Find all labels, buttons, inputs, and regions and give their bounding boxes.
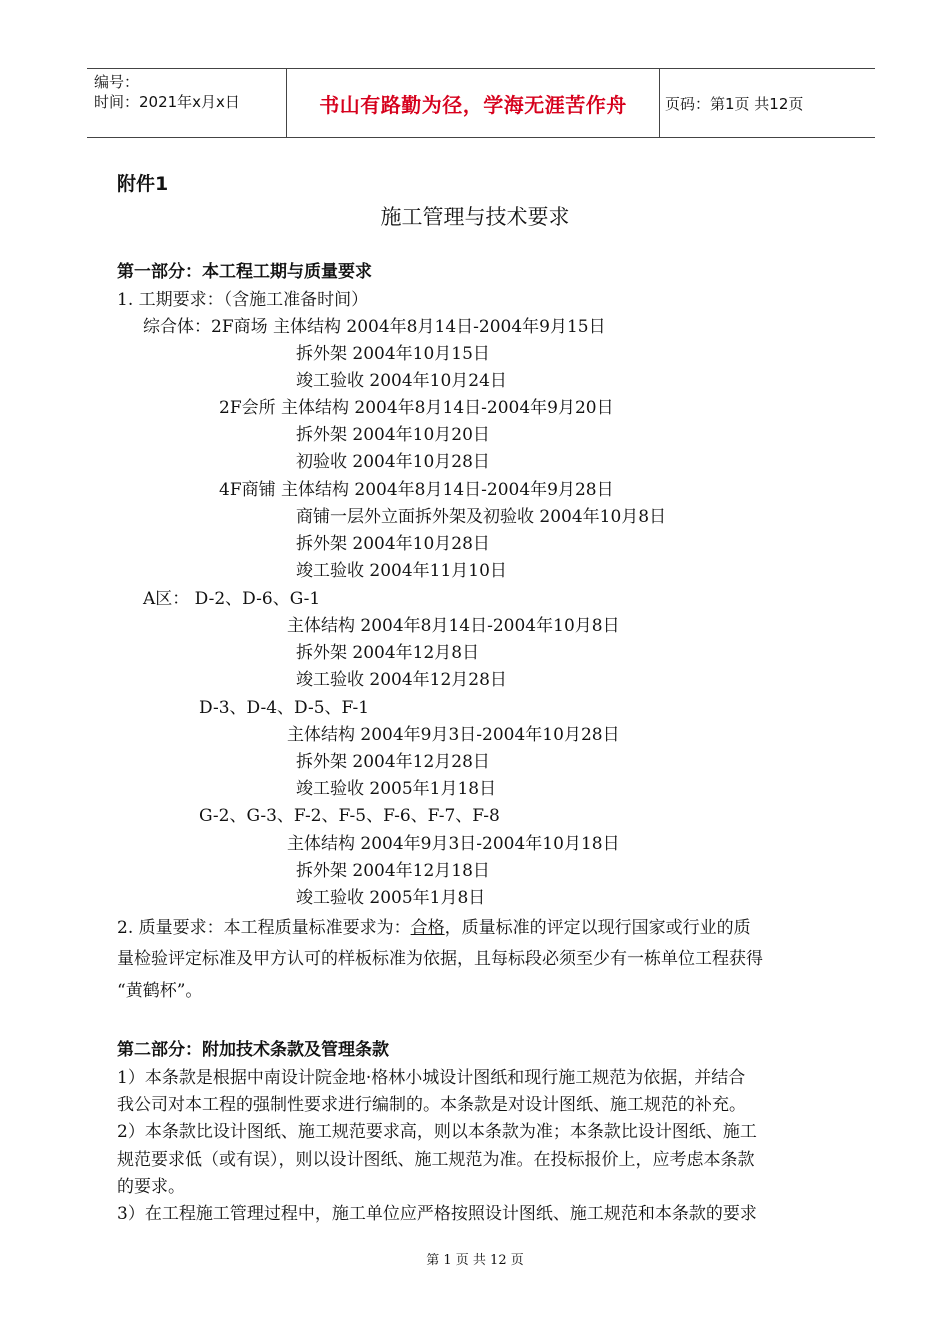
page-label: 页码：第1页 共12页 <box>665 95 804 113</box>
part1-heading: 第一部分：本工程工期与质量要求 <box>117 262 372 282</box>
schedule-line: 商铺一层外立面拆外架及初验收 2004年10月8日 <box>296 507 667 527</box>
clause-line: 2）本条款比设计图纸、施工规范要求高，则以本条款为准；本条款比设计图纸、施工 <box>117 1122 757 1142</box>
schedule-line: 拆外架 2004年12月18日 <box>296 861 490 881</box>
schedule-line: 4F商铺 主体结构 2004年8月14日-2004年9月28日 <box>219 480 614 500</box>
part2-heading: 第二部分：附加技术条款及管理条款 <box>117 1040 389 1060</box>
quality-requirement <box>117 918 751 938</box>
schedule-line: 主体结构 2004年9月3日-2004年10月28日 <box>287 725 620 745</box>
schedule-line: A区： D-2、D-6、G-1 <box>143 589 321 609</box>
schedule-line: 2F会所 主体结构 2004年8月14日-2004年9月20日 <box>219 398 614 418</box>
schedule-line: 竣工验收 2004年11月10日 <box>296 561 507 581</box>
quality-standard: 合格 <box>410 918 445 938</box>
item-schedule-requirement: 1. 工期要求：（含施工准备时间） <box>117 290 369 310</box>
attachment-label: 附件1 <box>117 173 169 195</box>
schedule-line: 拆外架 2004年10月28日 <box>296 534 490 554</box>
schedule-line: 拆外架 2004年10月20日 <box>296 425 490 445</box>
schedule-line: 主体结构 2004年8月14日-2004年10月8日 <box>287 616 620 636</box>
schedule-line: 拆外架 2004年10月15日 <box>296 344 490 364</box>
schedule-line: D-3、D-4、D-5、F-1 <box>199 698 370 718</box>
schedule-line: 拆外架 2004年12月8日 <box>296 643 480 663</box>
motto: 书山有路勤为径，学海无涯苦作舟 <box>319 92 627 117</box>
schedule-line: 拆外架 2004年12月28日 <box>296 752 490 772</box>
page-footer: 第 1 页 共 12 页 <box>426 1253 524 1268</box>
document-header <box>87 68 875 138</box>
number-label: 编号： <box>94 73 140 91</box>
quality-line: 量检验评定标准及甲方认可的样板标准为依据，且每标段必须至少有一栋单位工程获得 <box>117 949 763 969</box>
schedule-line: 竣工验收 2005年1月18日 <box>296 779 497 799</box>
document-title: 施工管理与技术要求 <box>380 205 570 229</box>
clause-line: 规范要求低（或有误），则以设计图纸、施工规范为准。在投标报价上，应考虑本条款 <box>117 1150 755 1170</box>
clause-line: 1）本条款是根据中南设计院金地·格林小城设计图纸和现行施工规范为依据，并结合 <box>117 1068 746 1088</box>
clause-line: 的要求。 <box>117 1177 185 1197</box>
schedule-line: 主体结构 2004年9月3日-2004年10月18日 <box>287 834 620 854</box>
header-divider <box>659 69 660 137</box>
header-meta <box>94 72 240 112</box>
schedule-line: 综合体：2F商场 主体结构 2004年8月14日-2004年9月15日 <box>143 317 606 337</box>
quality-line: “黄鹤杯”。 <box>117 981 203 1001</box>
quality-text: ，质量标准的评定以现行国家或行业的质 <box>444 918 751 938</box>
schedule-line: 初验收 2004年10月28日 <box>296 452 490 472</box>
time-label: 时间：2021年x月x日 <box>94 93 240 111</box>
schedule-line: G-2、G-3、F-2、F-5、F-6、F-7、F-8 <box>199 806 500 826</box>
clause-line: 3）在工程施工管理过程中，施工单位应严格按照设计图纸、施工规范和本条款的要求 <box>117 1204 757 1224</box>
schedule-line: 竣工验收 2004年12月28日 <box>296 670 507 690</box>
clause-line: 我公司对本工程的强制性要求进行编制的。本条款是对设计图纸、施工规范的补充。 <box>117 1095 746 1115</box>
quality-text: 2. 质量要求：本工程质量标准要求为： <box>117 918 411 938</box>
schedule-line: 竣工验收 2005年1月8日 <box>296 888 486 908</box>
schedule-line: 竣工验收 2004年10月24日 <box>296 371 507 391</box>
